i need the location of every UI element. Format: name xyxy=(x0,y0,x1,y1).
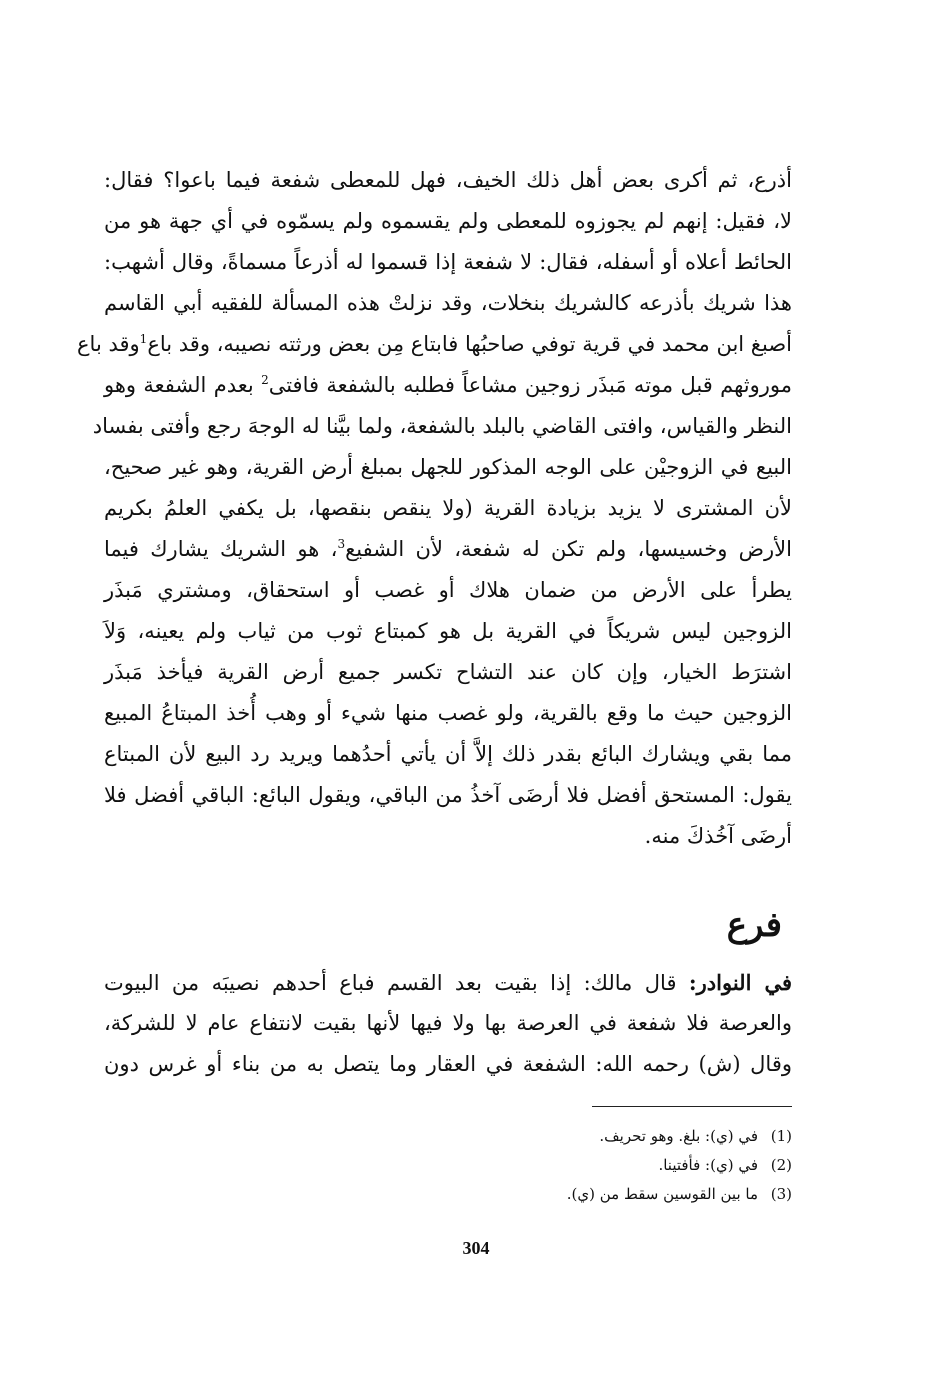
text-fragment: موروثهم قبل موته مَبذَر زوجين مشاعاً فطلبه بالشفعة فافتى xyxy=(268,373,792,397)
footnote-marker-2: 2 xyxy=(261,373,269,387)
footnote-text: في (ي): بلغ. وهو تحريف. xyxy=(599,1127,758,1145)
footnote-number: (3) xyxy=(770,1185,792,1203)
text-fragment: بعدم الشفعة وهو xyxy=(104,373,254,397)
footnote-item xyxy=(104,1151,792,1180)
text-fragment: قال مالك: إذا بقيت بعد القسم فباع أحدهم نصيبَه من البيوت xyxy=(104,971,677,995)
text-line: يطرأ على الأرض من ضمان هلاك أو غصب أو استحقاق، ومشتري مَبذَر xyxy=(104,578,792,602)
text-line: هذا شريك بأذرعه كالشريك بنخلات، وقد نزلتْ هذه المسألة للفقيه أبي القاسم xyxy=(104,291,792,315)
text-line xyxy=(77,324,792,365)
footnote-item xyxy=(104,1122,792,1151)
text-line: لا، فقيل: إنهم لم يجوزوه للمعطى ولم يقسموه ولم يسمّوه في أي جهة هو من xyxy=(104,209,792,233)
section-text xyxy=(104,962,792,1085)
text-fragment: وقد باع xyxy=(77,332,140,356)
text-line: مما بقي ويشارك البائع بقدر ذلك إلاَّ أن يأتي أحدُهما ويريد رد البيع لأن المبتاع xyxy=(104,742,792,766)
text-line xyxy=(104,962,792,1003)
text-line: النظر والقياس، وافتى القاضي بالبلد بالشفعة، ولما بيَّنا له الوجهَ رجع وأفتى بفساد xyxy=(92,414,792,438)
text-line: الحائط أعلاه أو أسفله، فقال: لا شفعة إذا قسموا له أذرعاً مسماةً، وقال أشهب: xyxy=(104,250,792,274)
text-line: الزوجين ليس شريكاً في القرية بل هو كمبتاع ثوب من ثياب ولم يعينه، وَلاَ xyxy=(104,619,792,643)
text-line xyxy=(104,365,792,406)
text-line: والعرصة فلا شفعة في العرصة بها ولا فيها لأنها بقيت لانتفاع عام لا للشركة، xyxy=(104,1011,792,1035)
text-line: الزوجين حيث ما وقع بالقرية، ولو غصب منها شيء أو وهب أُخذ المبتاعُ المبيع xyxy=(104,701,792,725)
footnote-number: (1) xyxy=(770,1127,792,1145)
footnote-divider xyxy=(592,1106,792,1107)
text-line: أذرع، ثم أكرى بعض أهل ذلك الخيف، فهل للمعطى شفعة فيما باعوا؟ فقال: xyxy=(104,168,792,192)
footnote-number: (2) xyxy=(770,1156,792,1174)
text-line xyxy=(104,529,792,570)
footnote-text: ما بين القوسين سقط من (ي). xyxy=(566,1185,758,1203)
text-line: اشترَط الخيار، وإن كان عند التشاح تكسر جميع أرض القرية فيأخذ مَبذَر xyxy=(104,660,792,684)
footnote-marker-1: 1 xyxy=(139,332,148,346)
section-lead: في النوادر: xyxy=(688,970,792,995)
text-line: وقال (ش) رحمه الله: الشفعة في العقار وما يتصل به من بناء أو غرس دون xyxy=(104,1052,792,1076)
text-fragment: ، هو الشريك يشارك فيما xyxy=(104,537,338,561)
text-fragment: أصبغ ابن محمد في قرية توفي صاحبُها فابتاع مِن بعض ورثته نصيبه، وقد باع xyxy=(147,332,792,356)
text-line: يقول: المستحق أفضل فلا أرضَى آخذُ من الباقي، ويقول البائع: الباقي أفضل فلا xyxy=(104,783,792,807)
text-fragment: الأرض وخسيسها، ولم تكن له شفعة، لأن الشفيع xyxy=(345,537,792,561)
text-line: لأن المشترى لا يزيد بزيادة القرية (ولا ينقص بنقصها، بل يكفي العلمُ بكريم xyxy=(104,496,792,520)
footnotes xyxy=(104,1122,792,1209)
footnote-item xyxy=(104,1180,792,1209)
text-line: البيع في الزوجيْن على الوجه المذكور للجهل بمبلغ أرض القرية، وهو غير صحيح، xyxy=(104,455,792,479)
text-line: أرضَى آخُذكَ منه. xyxy=(644,824,792,848)
footnote-marker-3: 3 xyxy=(337,537,346,551)
page-number: 304 xyxy=(462,1238,490,1258)
footnote-text: في (ي): فأفتينا. xyxy=(658,1156,758,1174)
main-text xyxy=(77,160,792,857)
section-heading: فرع xyxy=(726,905,782,945)
